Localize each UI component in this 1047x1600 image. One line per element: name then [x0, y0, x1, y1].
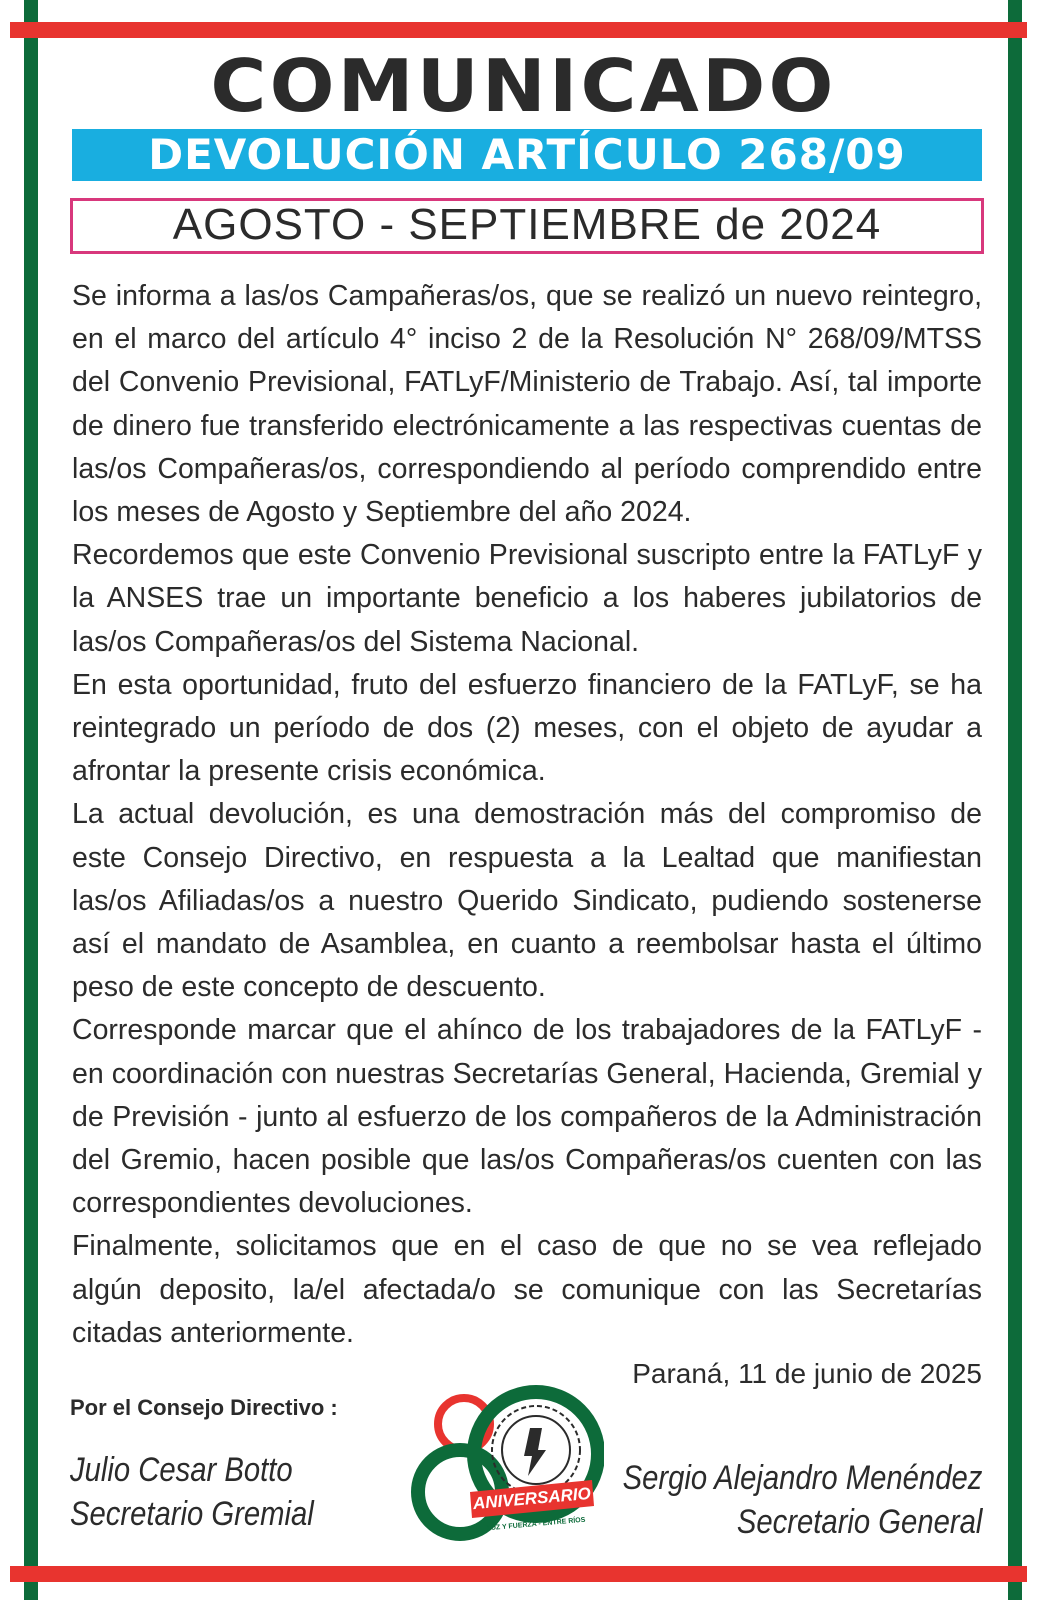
subtitle: DEVOLUCIÓN ARTÍCULO 268/09: [148, 130, 906, 179]
border-green-left: [24, 0, 38, 1600]
paragraph-5: Corresponde marcar que el ahínco de los trabajadores de la FATLyF - en coordinación con nuestras Secretarías General, Hacienda, Gremial y de Previsión - junto al esfuerzo de los compañeros de la Administración del Gremio, hacen posible que las/os Compañeras/os cuenten con las correspondientes devoluciones.: [72, 1014, 982, 1220]
paragraph-3: En esta oportunidad, fruto del esfuerzo financiero de la FATLyF, se ha reintegrado un período de dos (2) meses, con el objeto de ayudar a afrontar la presente crisis económica.: [72, 668, 982, 788]
border-red-bottom: [10, 1566, 1027, 1582]
place-date: Paraná, 11 de junio de 2025: [632, 1358, 982, 1389]
signatory-right-name: Sergio Alejandro Menéndez: [622, 1459, 982, 1497]
border-red-top: [10, 22, 1027, 38]
logo-label: ANIVERSARIO: [472, 1483, 592, 1514]
paragraph-4: La actual devolución, es una demostración más del compromiso de este Consejo Directivo, en respuesta a la Lealtad que manifiestan las/os Afiliadas/os a nuestro Querido Sindicato, pudiendo sostenerse así el mandato de Asamblea, en cuanto a reembolsar hasta el último peso de este concepto de descuento.: [72, 798, 982, 1004]
logo-tagline: LUZ Y FUERZA - ENTRE RÍOS: [486, 1516, 586, 1533]
paragraph-2: Recordemos que este Convenio Previsional suscripto entre la FATLyF y la ANSES trae un importante beneficio a los haberes jubilatorios de las/os Compañeras/os del Sistema Nacional.: [72, 539, 982, 658]
page-title: COMUNICADO: [210, 44, 837, 128]
paragraph-1: Se informa a las/os Campañeras/os, que se realizó un nuevo reintegro, en el marco del artículo 4° inciso 2 de la Resolución N° 268/09/MTSS del Convenio Previsional, FATLyF/Ministerio de Trabajo. Así, tal importe de dinero fue transferido electrónicamente a las respectivas cuentas de las/os Compañeras/os, correspondiendo al período comprendido entre los meses de Agosto y Septiembre del año 2024.: [72, 280, 982, 529]
period-label: AGOSTO - SEPTIEMBRE de 2024: [172, 200, 882, 249]
council-label: Por el Consejo Directivo :: [70, 1395, 338, 1420]
anniversary-80-logo-icon: [408, 1376, 604, 1548]
paragraph-6: Finalmente, solicitamos que en el caso de que no se vea reflejado algún deposito, la/el afectada/o se comunique con las Secretarías citadas anteriormente.: [72, 1230, 982, 1349]
signatory-left-name: Julio Cesar Botto: [70, 1451, 293, 1489]
signature-right: [622, 1456, 982, 1544]
signature-left: [70, 1448, 314, 1536]
signatory-left-role: Secretario Gremial: [70, 1495, 314, 1533]
body-text: [72, 275, 982, 1355]
signatory-right-role: Secretario General: [736, 1503, 982, 1541]
border-green-right: [1008, 0, 1022, 1600]
